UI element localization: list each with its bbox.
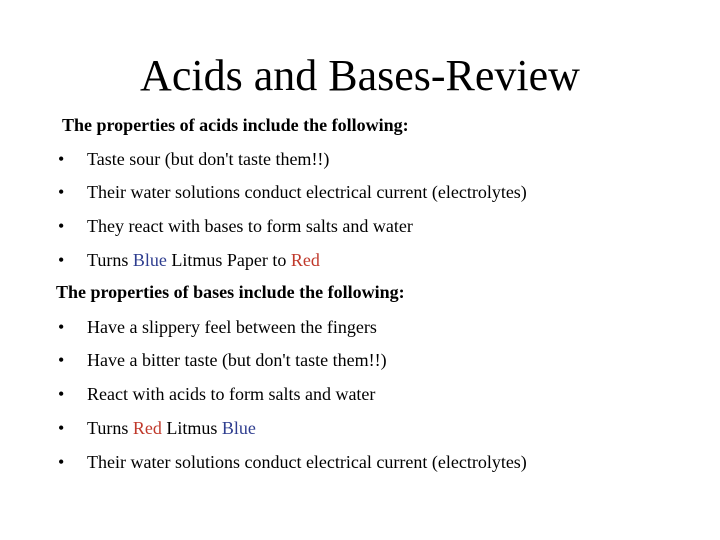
red-word: Red: [132, 418, 162, 438]
text-segment: Turns: [87, 250, 133, 270]
bases-item-text: Have a bitter taste (but don't taste them!!): [87, 350, 387, 370]
slide-title-text: Acids and Bases-Review: [140, 51, 580, 100]
acids-heading: The properties of acids include the following:: [62, 115, 409, 135]
bullet: •: [58, 149, 65, 169]
acids-item-text: [87, 249, 320, 271]
bases-item-text: Have a slippery feel between the fingers: [87, 317, 377, 337]
bullet: •: [58, 250, 65, 270]
bullet: •: [58, 350, 65, 370]
bullet: •: [58, 182, 65, 202]
acids-item-text: Their water solutions conduct electrical current (electrolytes): [87, 182, 527, 202]
blue-word: Blue: [221, 418, 256, 438]
bullet: •: [58, 452, 65, 472]
text-segment: Litmus: [161, 418, 222, 438]
bases-item-text: React with acids to form salts and water: [87, 384, 376, 404]
text-segment: Turns: [87, 418, 133, 438]
bases-item-text: Their water solutions conduct electrical current (electrolytes): [87, 452, 527, 472]
blue-word: Blue: [132, 250, 167, 270]
bullet: •: [58, 216, 65, 236]
text-segment: Litmus Paper to: [166, 250, 291, 270]
acids-item-text: Taste sour (but don't taste them!!): [87, 149, 330, 169]
bullet: •: [58, 384, 65, 404]
bullet: •: [58, 317, 65, 337]
bases-item-text: [87, 417, 256, 439]
red-word: Red: [290, 250, 320, 270]
acids-item-text: They react with bases to form salts and water: [87, 216, 413, 236]
bases-heading: The properties of bases include the following:: [56, 282, 405, 302]
slide-title: [0, 50, 720, 102]
bullet: •: [58, 418, 65, 438]
